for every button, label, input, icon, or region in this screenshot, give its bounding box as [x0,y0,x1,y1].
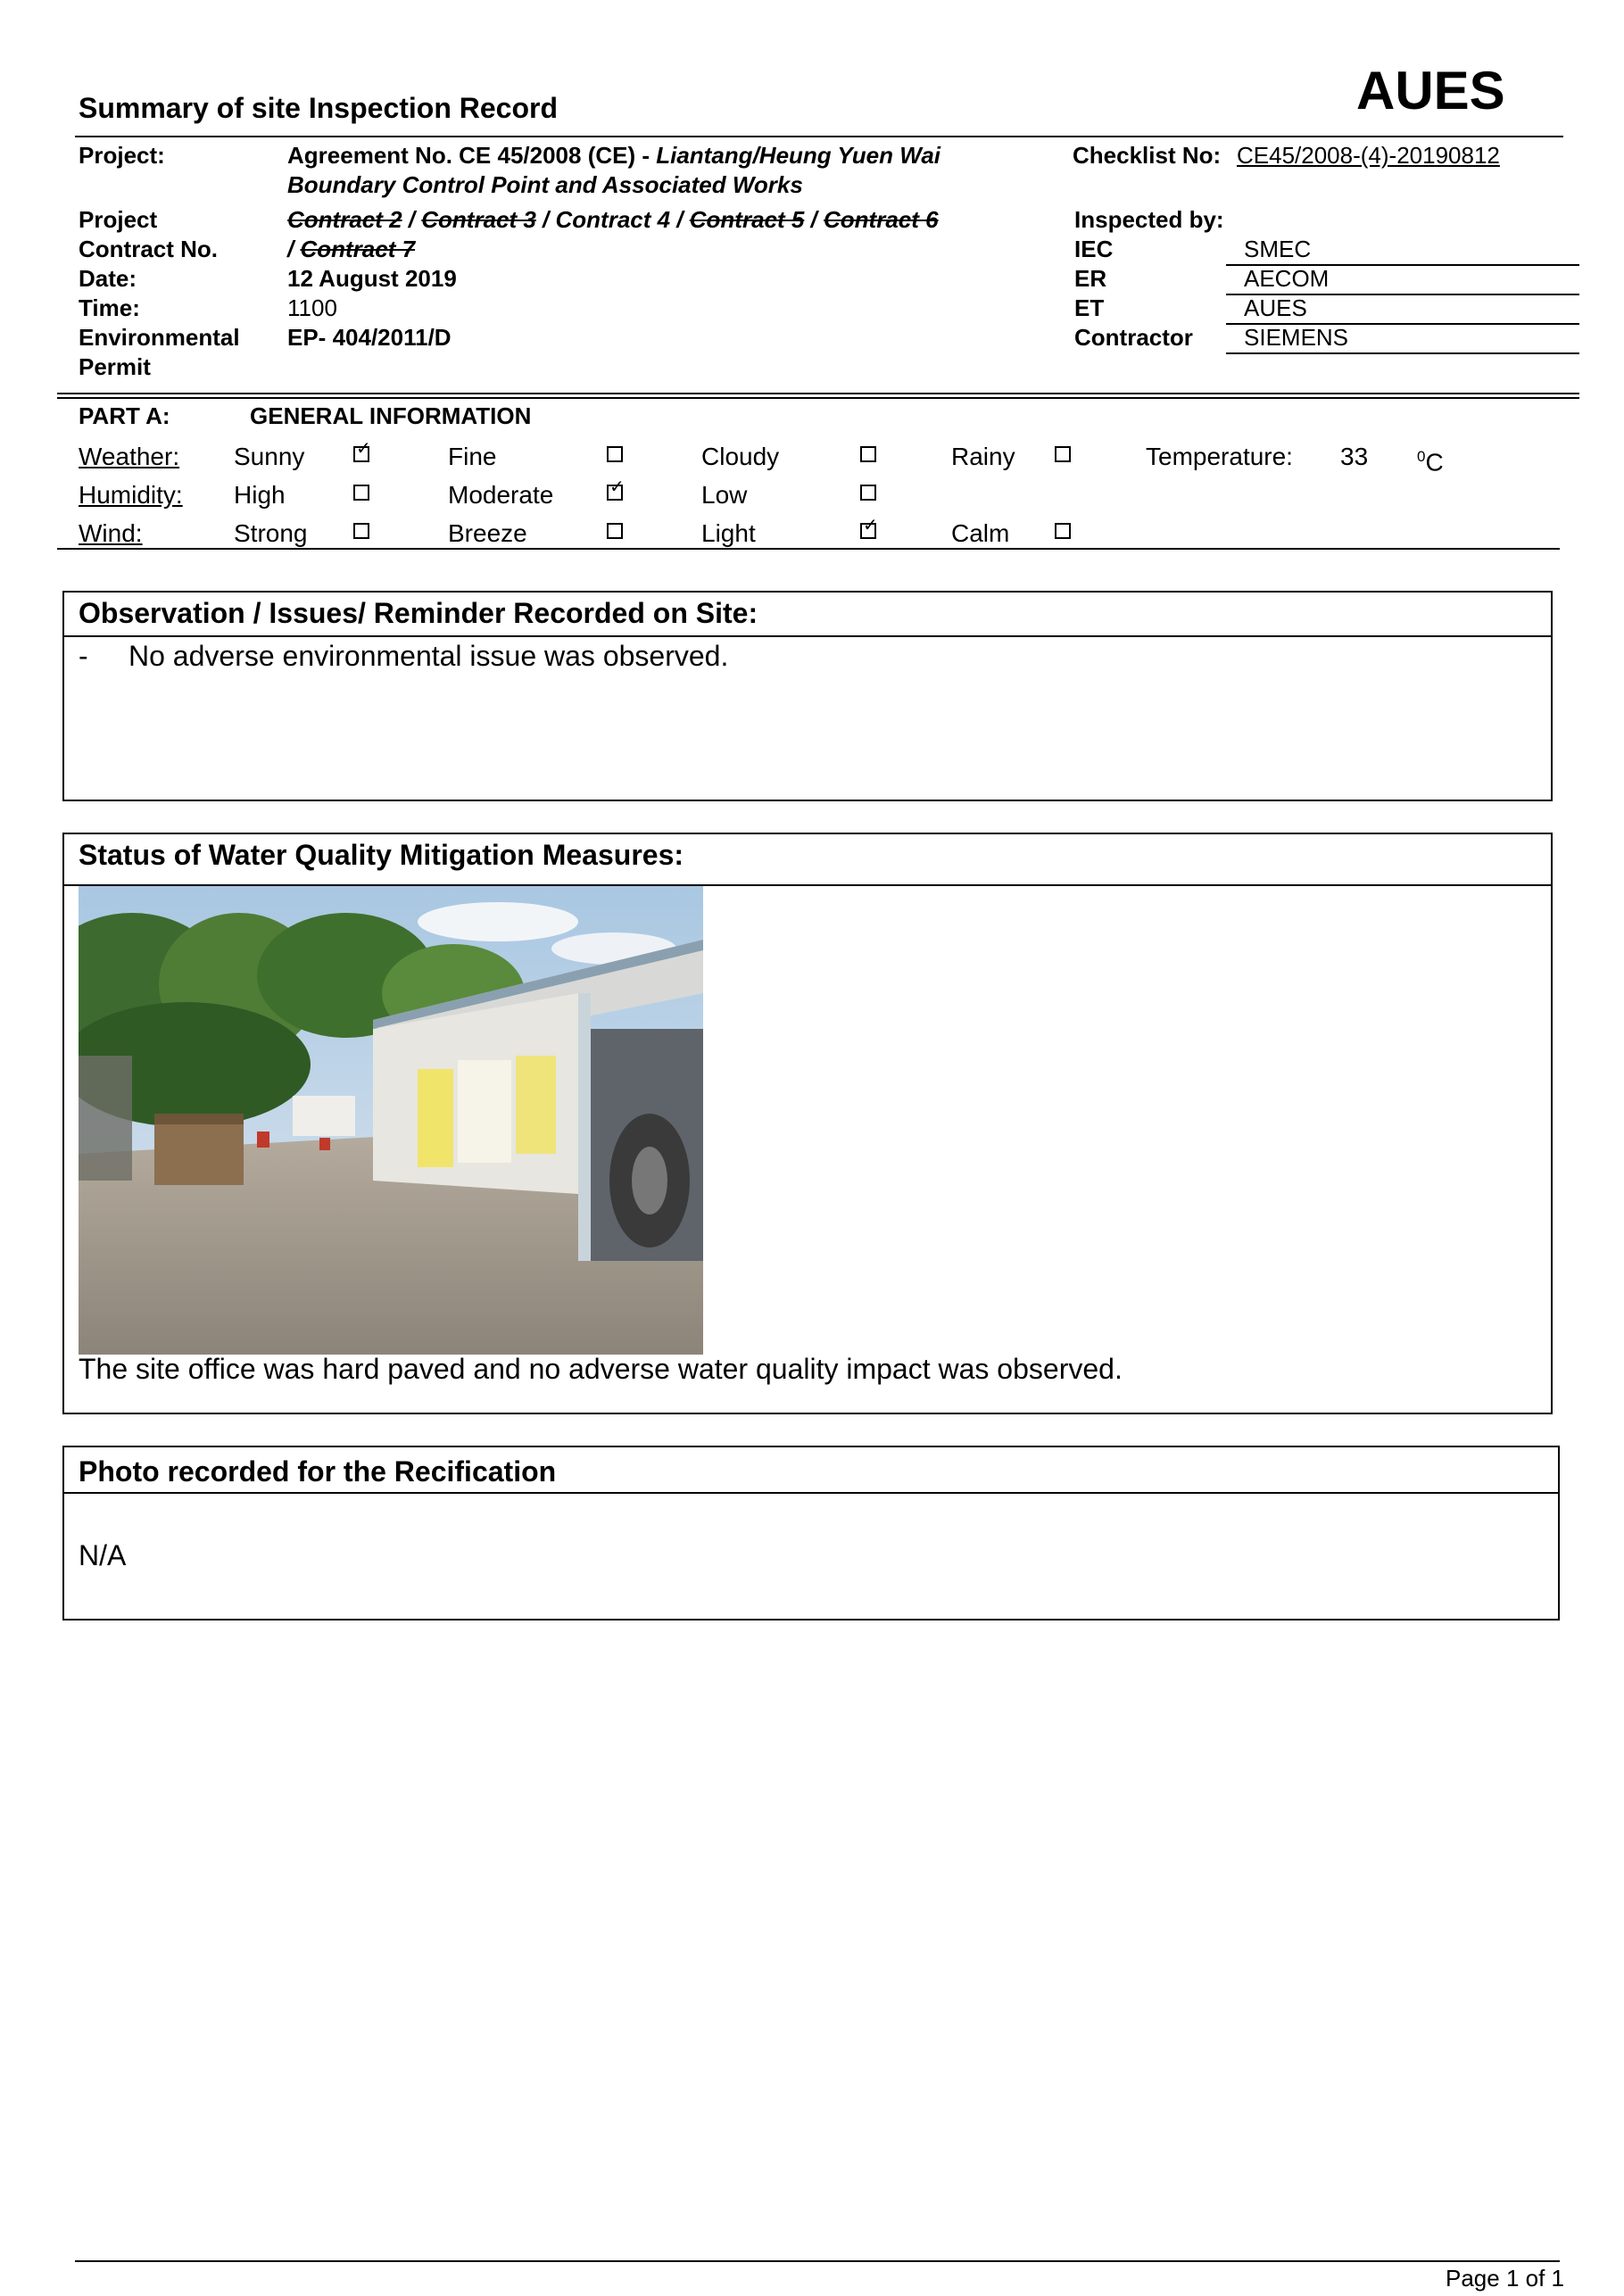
check-icon: ✓ [863,514,878,535]
contract-7-struck: Contract 7 [300,236,416,262]
contract-4: Contract 4 [555,206,671,233]
weather-rainy-checkbox[interactable] [1055,446,1071,462]
contract-separator: / [535,206,556,233]
observation-text: No adverse environmental issue was observed. [128,640,729,672]
section-double-rule-top [57,393,1579,394]
permit-value: EP- 404/2011/D [287,324,452,351]
wind-calm-checkbox[interactable] [1055,523,1071,539]
observation-bullet: - [79,640,88,672]
project-value-line-1 [287,141,940,170]
part-a-title: GENERAL INFORMATION [250,402,532,429]
permit-label-2: Permit [79,353,151,380]
contract-slash: / [287,236,301,262]
section-double-rule-bottom [57,397,1579,399]
weather-option-cloudy: Cloudy [701,443,780,470]
temperature-unit-degree: 0 [1417,448,1426,465]
check-icon: ✓ [609,476,625,497]
wind-option-calm: Calm [951,519,1010,547]
water-quality-caption: The site office was hard paved and no adverse water quality impact was observed. [79,1353,1123,1385]
check-icon: ✓ [356,437,371,459]
inspector-role-iec: IEC [1074,236,1114,262]
date-label: Date: [79,265,137,292]
water-quality-title: Status of Water Quality Mitigation Measures: [79,839,684,871]
part-a-label: PART A: [79,402,170,429]
wind-breeze-checkbox[interactable] [607,523,623,539]
footer-rule [75,2260,1560,2262]
time-label: Time: [79,294,140,321]
contract-label-2: Contract No. [79,236,218,262]
humidity-high-checkbox[interactable] [353,485,369,501]
brand-logo-text: AUES [1356,61,1505,120]
contract-6-struck: Contract 6 [824,206,939,233]
checklist-value: CE45/2008-(4)-20190812 [1237,142,1500,169]
weather-option-fine: Fine [448,443,497,470]
weather-option-sunny: Sunny [234,443,305,470]
rectification-title-rule [64,1492,1558,1494]
project-name-1: Liantang/Heung Yuen Wai [656,142,941,169]
weather-cloudy-checkbox[interactable] [860,446,876,462]
contract-3-struck: Contract 3 [421,206,536,233]
humidity-low-checkbox[interactable] [860,485,876,501]
inspector-role-er: ER [1074,265,1107,292]
inspector-name-et: AUES [1244,294,1307,321]
inspector-role-contractor: Contractor [1074,324,1193,351]
wind-label: Wind: [79,519,143,547]
contract-value-line-1 [287,205,939,234]
inspected-by-label: Inspected by: [1074,206,1224,233]
humidity-moderate-checkbox[interactable] [607,476,625,501]
site-office-photo-image [79,886,703,1355]
temperature-unit [1417,442,1444,477]
rectification-section [62,1446,1560,1620]
observation-title-rule [64,635,1551,637]
contract-separator: / [804,206,824,233]
project-agreement: Agreement No. CE 45/2008 (CE) - [287,142,657,169]
inspector-name-contractor: SIEMENS [1244,324,1349,351]
wind-option-light: Light [701,519,756,547]
checklist-label: Checklist No: [1073,142,1222,169]
weather-fine-checkbox[interactable] [607,446,623,462]
humidity-option-high: High [234,481,286,509]
rectification-text: N/A [79,1539,127,1571]
observation-section [62,591,1553,801]
part-a-bottom-rule [57,548,1560,550]
temperature-value: 33 [1340,443,1369,470]
contract-separator: / [670,206,690,233]
water-quality-section [62,833,1553,1414]
wind-option-strong: Strong [234,519,308,547]
weather-sunny-checkbox[interactable] [353,437,371,462]
page-title: Summary of site Inspection Record [79,92,559,124]
date-value: 12 August 2019 [287,265,457,292]
site-office-photo [79,886,703,1355]
permit-label-1: Environmental [79,324,240,351]
inspector-role-et: ET [1074,294,1105,321]
weather-option-rainy: Rainy [951,443,1015,470]
humidity-option-moderate: Moderate [448,481,554,509]
contract-separator: / [402,206,422,233]
temperature-label: Temperature: [1146,443,1293,470]
inspector-name-er: AECOM [1244,265,1330,292]
page-number: Page 1 of 1 [1446,2265,1564,2292]
project-name-2: Boundary Control Point and Associated Works [287,171,803,198]
weather-label: Weather: [79,443,180,470]
time-value: 1100 [287,294,337,321]
wind-option-breeze: Breeze [448,519,527,547]
inspector-name-iec: SMEC [1244,236,1312,262]
contract-value-line-2 [287,235,415,263]
wind-strong-checkbox[interactable] [353,523,369,539]
rectification-title: Photo recorded for the Recification [79,1455,557,1488]
humidity-label: Humidity: [79,481,183,509]
inspector-underline [1226,352,1579,354]
header-rule [75,136,1563,137]
contract-2-struck: Contract 2 [287,206,402,233]
wind-light-checkbox[interactable] [860,514,878,539]
observation-title: Observation / Issues/ Reminder Recorded on Site: [79,597,758,629]
temperature-unit-letter: C [1425,448,1444,477]
humidity-option-low: Low [701,481,748,509]
contract-5-struck: Contract 5 [689,206,805,233]
contract-label-1: Project [79,206,158,233]
project-label: Project: [79,142,165,169]
